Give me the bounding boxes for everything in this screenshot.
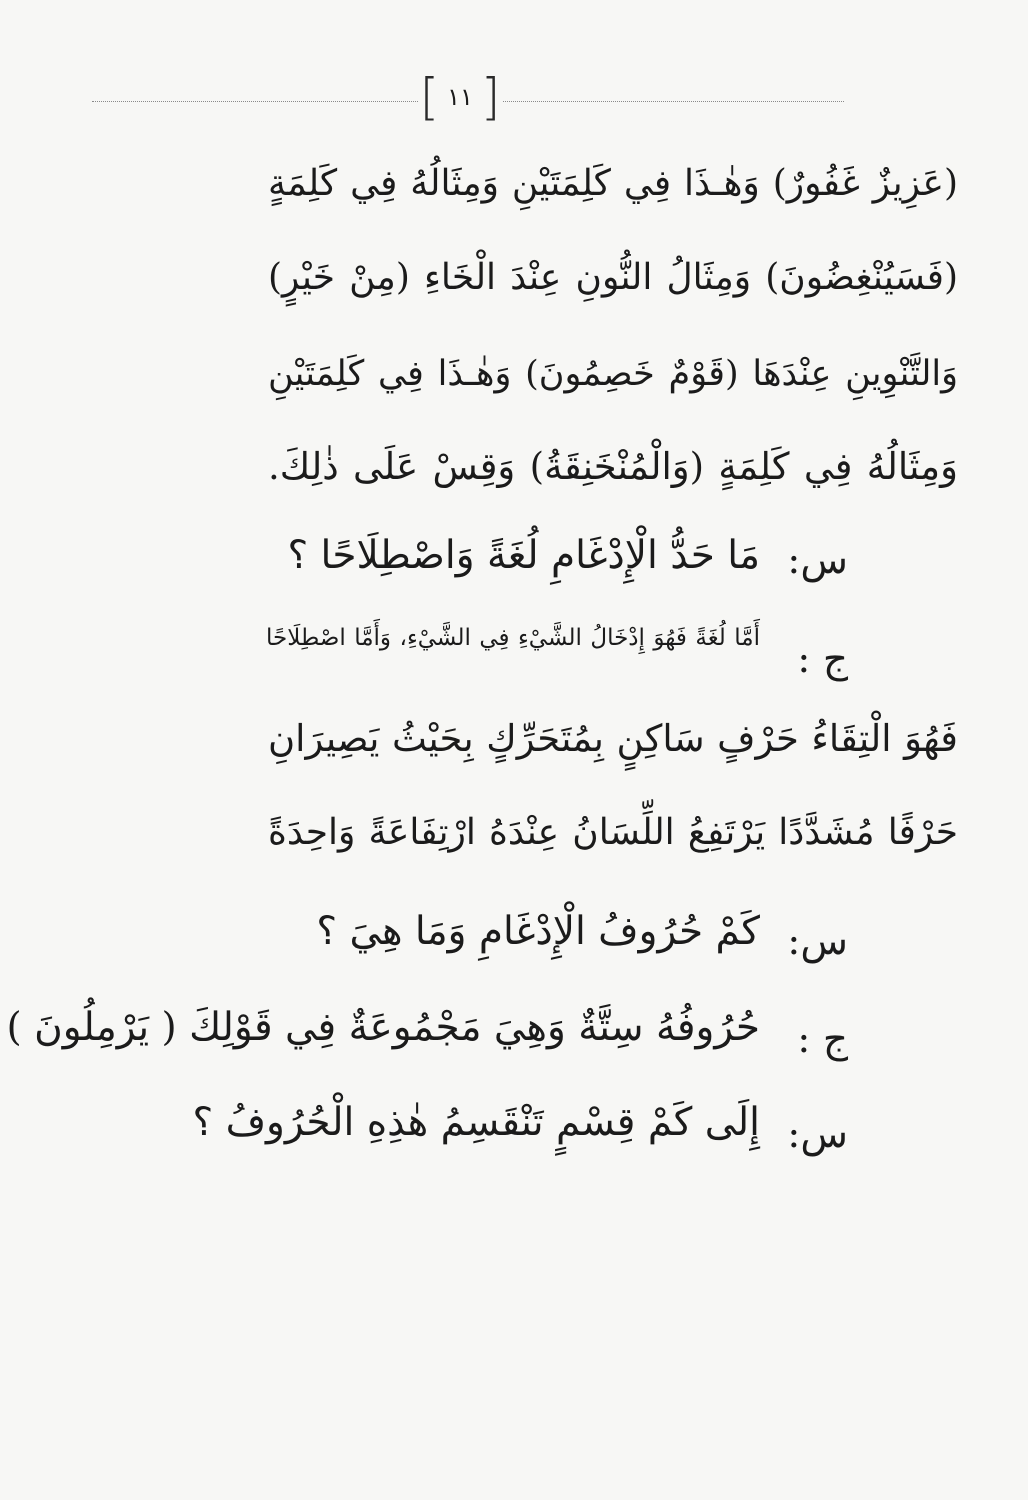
answer-2: حُرُوفُهُ سِتَّةٌ وَهِيَ مَجْمُوعَةٌ فِي قَوْلِكَ ( يَرْمِلُونَ ) (6, 1005, 760, 1050)
question-marker-1: س: (787, 538, 848, 583)
answer-1-line-2: فَهُوَ الْتِقَاءُ حَرْفٍ سَاكِنٍ بِمُتَحَرِّكٍ بِحَيْثُ يَصِيرَانِ (268, 717, 958, 760)
paragraph-line-1: (عَزِيزٌ غَفُورٌ) وَهٰـذَا فِي كَلِمَتَيْنِ وَمِثَالُهُ فِي كَلِمَةٍ (268, 163, 958, 204)
question-3: إِلَى كَمْ قِسْمٍ تَنْقَسِمُ هٰذِهِ الْحُرُوفُ ؟ (192, 1100, 760, 1145)
question-marker-3: س: (787, 1112, 848, 1157)
left-bracket: [ (419, 68, 440, 126)
question-1: مَا حَدُّ الْإِدْغَامِ لُغَةً وَاصْطِلَاحًا ؟ (287, 533, 760, 578)
question-marker-2: س: (787, 919, 848, 964)
right-bracket: ] (480, 68, 501, 126)
answer-1-line-1: أَمَّا لُغَةً فَهُوَ إِدْخَالُ الشَّيْءِ فِي الشَّيْءِ، وَأَمَّا اصْطِلَاحًا (266, 625, 760, 651)
answer-marker-1: ج : (797, 637, 848, 682)
answer-marker-2: ج : (797, 1017, 848, 1062)
page-number-header (418, 66, 502, 128)
paragraph-line-4: وَمِثَالُهُ فِي كَلِمَةٍ (وَالْمُنْخَنِقَةُ) وَقِسْ عَلَى ذٰلِكَ. (268, 445, 958, 488)
page-number: ١١ (447, 83, 473, 111)
question-2: كَمْ حُرُوفُ الْإِدْغَامِ وَمَا هِيَ ؟ (316, 909, 760, 954)
paragraph-line-3: وَالتَّنْوِينِ عِنْدَهَا (قَوْمٌ خَصِمُونَ) وَهٰـذَا فِي كَلِمَتَيْنِ (268, 354, 958, 394)
answer-1-line-3: حَرْفًا مُشَدَّدًا يَرْتَفِعُ اللِّسَانُ عِنْدَهُ ارْتِفَاعَةً وَاحِدَةً (268, 812, 958, 853)
paragraph-line-2: (فَسَيُنْغِضُونَ) وَمِثَالُ النُّونِ عِنْدَ الْخَاءِ (مِنْ خَيْرٍ) (268, 257, 958, 298)
